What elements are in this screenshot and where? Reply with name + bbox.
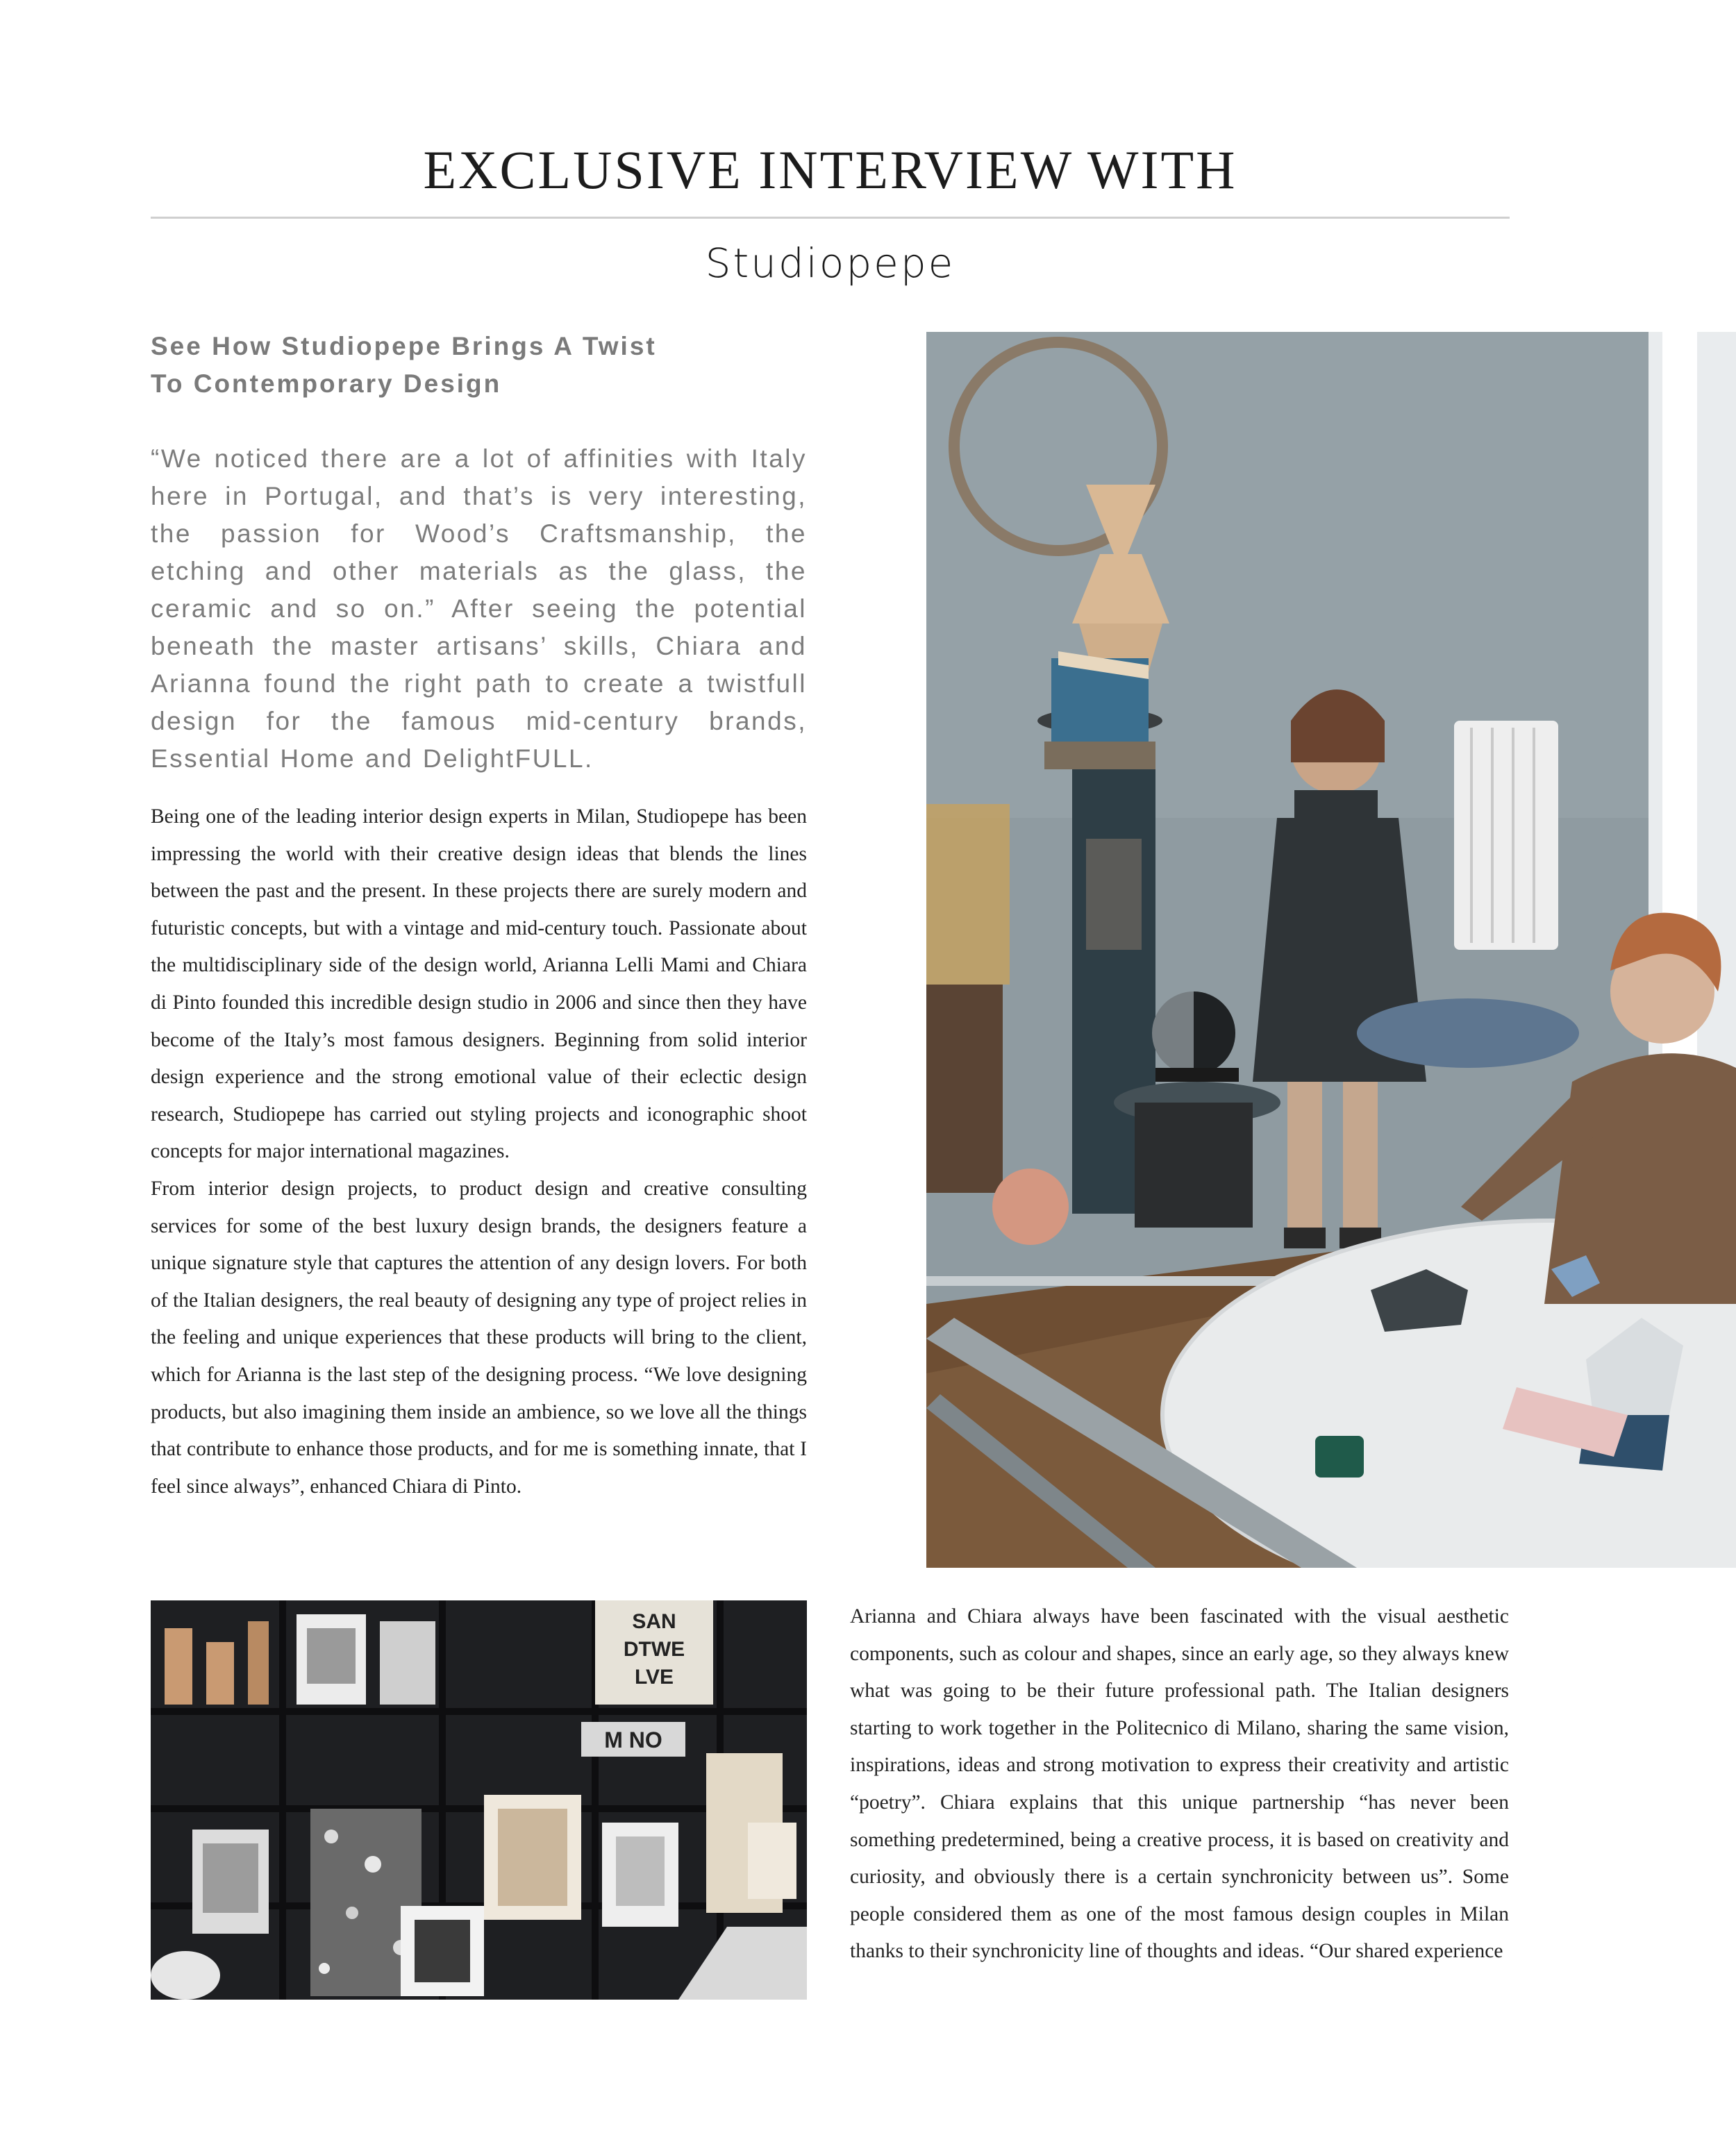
studio-name: Studiopepe: [705, 240, 955, 287]
moodboard-wall-photo: [151, 1600, 807, 2000]
page-title: EXCLUSIVE INTERVIEW WITH: [423, 140, 1237, 200]
kicker-line-2: To Contemporary Design: [151, 369, 502, 398]
poster-line-3: LVE: [634, 1666, 674, 1689]
poster-line-1: SAN: [632, 1610, 676, 1633]
pull-quote: “We noticed there are a lot of affinities with Italy here in Portugal, and that’s is very interesting, the passion for Wood’s Craftsmanship, the etching and other materials as the glass, the ceramic and so on.” After seeing the potential beneath the master artisans’ skills, Chiara and Arianna found the right path to create a twistfull design for the famous mid-century brands, Essential Home and DelightFULL.: [151, 444, 807, 773]
article-kicker: [151, 328, 810, 403]
body-paragraph: From interior design projects, to product design and creative consulting services for some of the best luxury design brands, the designers feature a unique signature style that captures the attention of any design lovers. For both of the Italian designers, the real beauty of designing any type of project relies in the feeling and unique experiences that these products will bring to the client, which for Arianna is the last step of the designing process. “We love designing products, but also imagining them inside an ambience, so we love all the things that contribute to enhance those products, and for me is something innate, that I feel since always”, enhanced Chiara di Pinto.: [151, 1177, 807, 1498]
article-body-right: [850, 1598, 1509, 1970]
body-paragraph: Arianna and Chiara always have been fascinated with the visual aesthetic components, such as colour and shapes, since an early age, so they always knew what was going to be their future professional path. The Italian designers starting to work together in the Politecnico di Milano, sharing the same vision, inspirations, ideas and strong motivation to express their creativity and artistic “poetry”. Chiara explains that this unique partnership “has never been something predetermined, being a creative process, it is based on creativity and curiosity, and obviously there is a certain synchronicity between us”. Some people considered them as one of the most famous design couples in Milan thanks to their synchronicity line of thoughts and ideas. “Our shared experience: [850, 1605, 1509, 1963]
designers-portrait-illustration: [926, 332, 1736, 1568]
kicker-line-1: See How Studiopepe Brings A Twist: [151, 332, 657, 360]
body-paragraph: Being one of the leading interior design experts in Milan, Studiopepe has been impressing the world with their creative design ideas that blends the lines between the past and the present. In these projects there are surely modern and futuristic concepts, but with a vintage and mid-century touch. Passionate about the multidisciplinary side of the design world, Arianna Lelli Mami and Chiara di Pinto founded this incredible design studio in 2006 and since then they have become of the Italy’s most famous designers. Beginning from solid interior design experience and the strong emotional value of their eclectic design research, Studiopepe has carried out styling projects and iconographic shoot concepts for major international magazines.: [151, 805, 807, 1163]
mono-label: M NO: [604, 1727, 662, 1752]
article-body-left: [151, 798, 807, 1505]
poster-line-2: DTWE: [623, 1638, 685, 1661]
title-divider: [151, 217, 1510, 219]
designers-portrait-photo: [926, 332, 1736, 1568]
moodboard-illustration: [151, 1600, 807, 2000]
